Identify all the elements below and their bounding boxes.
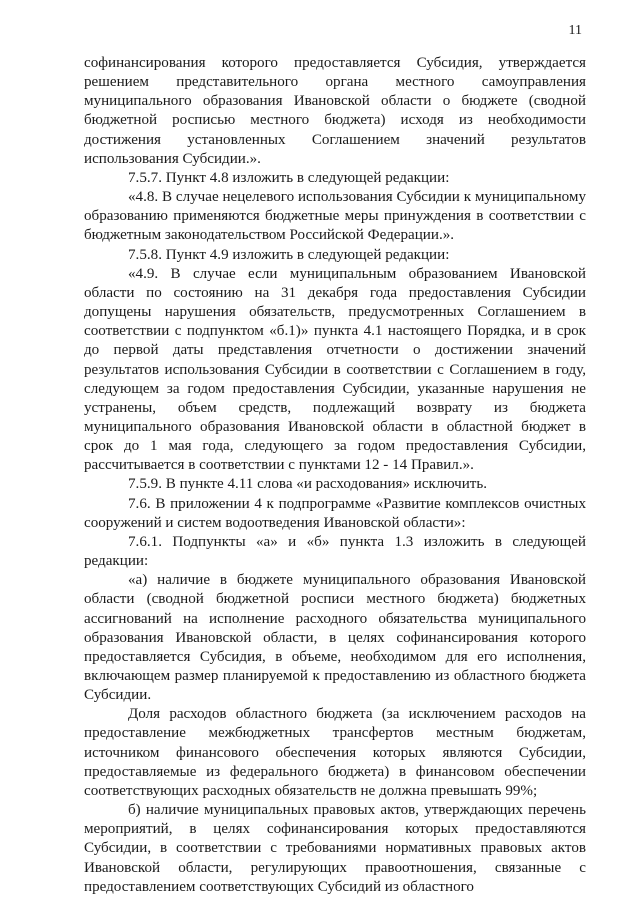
paragraph-p6: 7.5.9. В пункте 4.11 слова «и расходования» исключить. [128,476,488,493]
paragraph-p9: «а) наличие в бюджете муниципального образования Ивановской области (сводной бюджетной росписи местного бюджета) бюджетных ассигнований на исполнение расходного обязательства муниципального образования Ивановской области, в целях софинансирования которого предоставляется Субсидия, в объеме, необходимом для его исполнения, включающем размер планируемой к предоставлению из областного бюджета Субсидии. [84,572,586,704]
paragraph-p2: 7.5.7. Пункт 4.8 изложить в следующей редакции: [128,169,450,186]
paragraph-p4: 7.5.8. Пункт 4.9 изложить в следующей редакции: [128,246,450,263]
paragraph-p5: «4.9. В случае если муниципальным образованием Ивановской области по состоянию на 31 декабря года предоставления Субсидии допущены нарушения обязательств, предусмотренных Соглашением в соответствии с подпунктом «б.1)» пункта 4.1 настоящего Порядка, и в срок до первой даты представления отчетности о достижении значений результатов использования Субсидии в соответствии с Соглашением в году, следующем за годом предоставления Субсидии, указанные нарушения не устранены, объем средств, подлежащий возврату из бюджета муниципального образования Ивановской области в областной бюджет в срок до 1 мая года, следующего за годом предоставления Субсидии, рассчитывается в соответствии с пунктами 12 - 14 Правил.». [84,265,586,474]
paragraph-p10: Доля расходов областного бюджета (за исключением расходов на предоставление межбюджетных трансфертов местным бюджетам, источником финансового обеспечения которых являются Субсидии, предоставляемые из федерального бюджета) в финансовом обеспечении соответствующих расходных обязательств не должна превышать 99%; [84,706,586,799]
paragraph-p11: б) наличие муниципальных правовых актов, утверждающих перечень мероприятий, в целях софинансирования которых предоставляются Субсидии, в соответствии с требованиями нормативных правовых актов Ивановской области, регулирующих правоотношения, связанные с предоставлением соответствующих Субсидий из областного [84,802,586,895]
paragraph-p8: 7.6.1. Подпункты «а» и «б» пункта 1.3 изложить в следующей редакции: [84,533,586,570]
paragraph-p7: 7.6. В приложении 4 к подпрограмме «Развитие комплексов очистных сооружений и систем водоотведения Ивановской области»: [84,495,586,531]
document-body [84,54,586,897]
page-number: 11 [568,23,582,38]
paragraph-p3: «4.8. В случае нецелевого использования Субсидии к муниципальному образованию применяются бюджетные меры принуждения в соответствии с бюджетным законодательством Российской Федерации.». [84,189,586,244]
paragraph-p1: софинансирования которого предоставляется Субсидия, утверждается решением представительного органа местного самоуправления муниципального образования Ивановской области о бюджете (сводной бюджетной росписью местного бюджета) исходя из необходимости достижения установленных Соглашением значений результатов использования Субсидии.». [84,55,586,167]
